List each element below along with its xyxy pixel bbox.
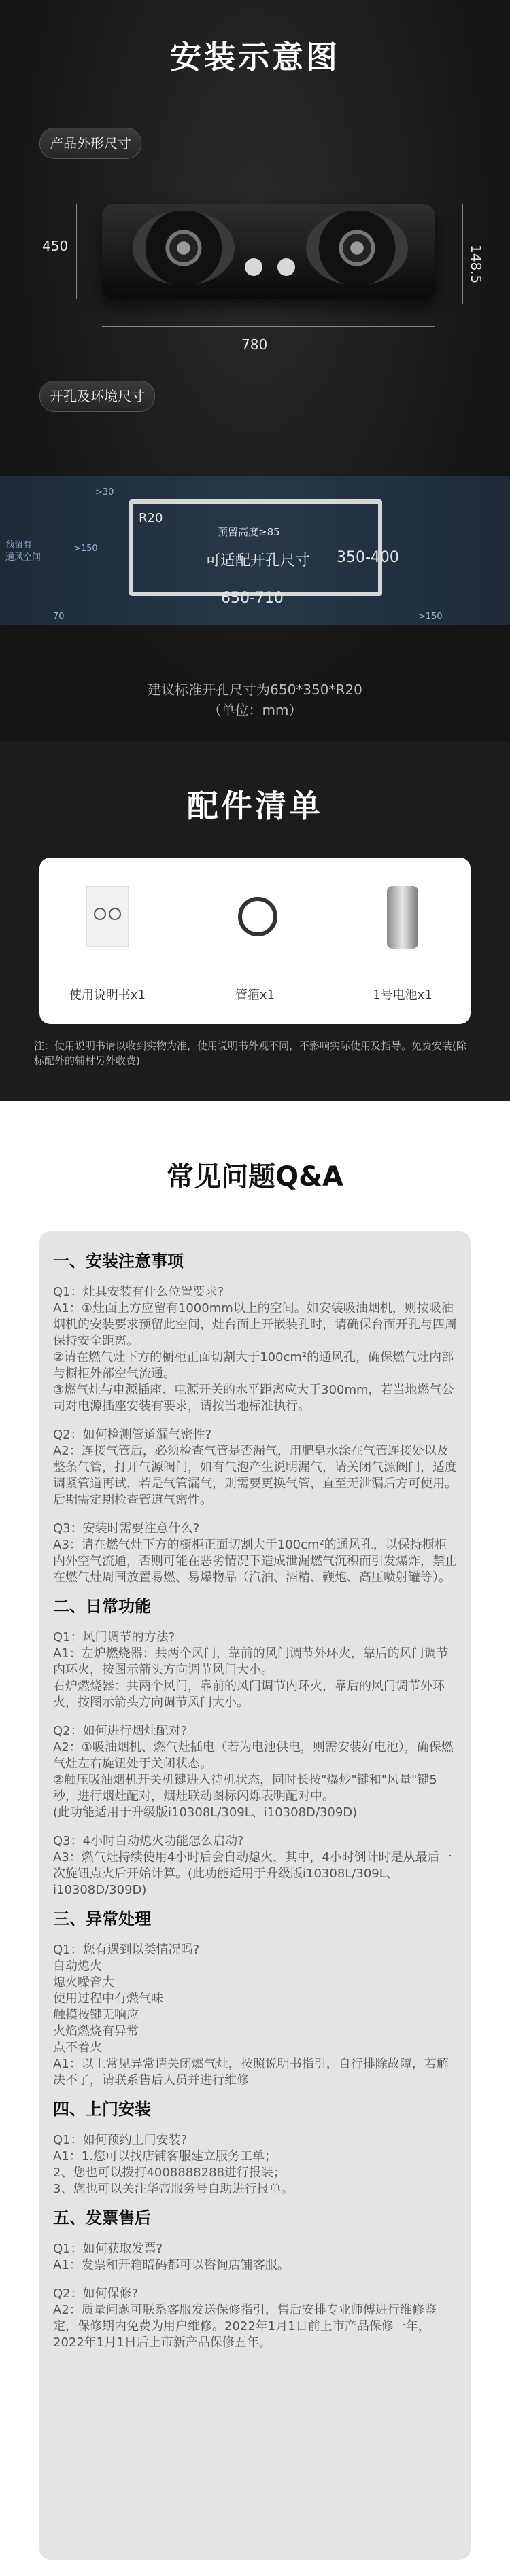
cut-left-mid: >150 xyxy=(73,544,98,554)
faq-item: Q2：如何保修? A2：质量问题可联系客服发送保修指引，售后安排专业师傅进行维修鉴定，保修期内免费为用户维修。2022年1月1日前上市产品保修一年，2022年1月1日后上市新产品保修五年。 xyxy=(53,2287,437,2350)
manual-icon xyxy=(86,886,129,947)
product-size-chip: 产品外形尺寸 xyxy=(39,128,141,159)
faq-section-heading: 二、日常功能 xyxy=(53,1597,151,1616)
width-dim-line xyxy=(102,326,435,327)
cut-range-h: 350-400 xyxy=(337,549,399,566)
faq-section-heading: 四、上门安装 xyxy=(53,2100,151,2119)
faq-section-heading: 一、安装注意事项 xyxy=(53,1252,184,1271)
cutout-frame xyxy=(129,499,382,596)
faq-card xyxy=(39,1231,471,2560)
install-section xyxy=(0,0,510,741)
install-suggest: 建议标准开孔尺寸为650*350*R20 xyxy=(148,682,362,698)
cutout-chip: 开孔及环境尺寸 xyxy=(39,381,155,412)
stove-illustration xyxy=(102,204,435,299)
accessory-label: 使用说明书x1 xyxy=(69,988,146,1002)
cut-r20: R20 xyxy=(139,511,163,525)
accessories-note: 注：使用说明书请以收到实物为准，使用说明书外观不同，不影响实际使用及指导。免费安装(除标配外的辅材另外收费) xyxy=(34,1040,466,1067)
accessory-label: 1号电池x1 xyxy=(373,988,432,1002)
dim-height: 450 xyxy=(42,238,69,254)
faq-section-heading: 五、发票售后 xyxy=(53,2208,151,2227)
faq-item: Q2：如何检测管道漏气密性? A2：连接气管后，必须检查气管是否漏气，用肥皂水涂在气管连接处以及整条气管，打开气源阀门，如有气泡产生说明漏气，请关闭气源阀门，适度调紧管道再试，若是气管漏气，则需要更换气管，直至无泄漏后方可使用。后期需定期检查管道气密性。 xyxy=(53,1428,457,1507)
dim-depth: 148.5 xyxy=(468,245,484,284)
faq-title: 常见问题Q&A xyxy=(167,1161,343,1193)
hose-clamp-icon xyxy=(231,890,279,938)
faq-item: Q1：如何获取发票? A1：发票和开箱暗码都可以咨询店铺客服。 xyxy=(53,2242,290,2272)
install-unit: （单位：mm） xyxy=(207,702,303,718)
faq-item: Q1：风门调节的方法? A1：左炉燃烧器：共两个风门，靠前的风门调节外环火，靠后的风门调节内环火，按图示箭头方向调节风门大小。 右炉燃烧器：共两个风门，靠前的风门调节内环火，靠后的风门调节外环火，按图示箭头方向调节风门大小。 xyxy=(53,1630,449,1710)
faq-item: Q3：4小时自动熄火功能怎么启动? A3：燃气灶持续使用4小时后会自动熄火，其中，4小时倒计时是从最后一次旋钮点火后开始计算。(此功能适用于升级版i10308L/309L、i10308D/309D) xyxy=(53,1834,452,1897)
cut-range-w: 650-710 xyxy=(221,590,284,607)
battery-icon xyxy=(387,886,418,949)
right-burner-icon xyxy=(306,211,408,285)
install-title: 安装示意图 xyxy=(170,39,340,75)
cut-open-hole: 可适配开孔尺寸 xyxy=(205,552,311,569)
right-knob-icon xyxy=(277,258,295,276)
faq-item: Q3：安装时需要注意什么? A3：请在燃气灶下方的橱柜正面切割大于100cm²的通风孔，以保持橱柜内外空气流通，否则可能在恶劣情况下造成泄漏燃气沉积而引发爆炸，禁止在燃气灶周围放置易燃、易爆物品（汽油、酒精、鞭炮、高压喷射罐等）。 xyxy=(53,1521,457,1585)
faq-item: Q1：如何预约上门安装? A1：1.您可以找店铺客服建立服务工单； 2、您也可以拨打4008888288进行报装； 3、您也可以关注华帝服务号自助进行报单。 xyxy=(53,2133,294,2196)
cut-reserve: 预留高度≥85 xyxy=(218,526,280,538)
cut-left-bottom: 70 xyxy=(53,612,65,622)
accessories-card xyxy=(39,858,471,1024)
height-dim-line xyxy=(76,204,77,299)
left-burner-icon xyxy=(133,211,235,285)
accessory-manual xyxy=(39,858,175,1024)
faq-item: Q1：灶具安装有什么位置要求? A1：①灶面上方应留有1000mm以上的空间。如安装吸油烟机，则按吸油烟机的安装要求预留此空间，灶台面上开嵌装孔时，请确保台面开孔与四周保持安全距离。 ②请在燃气灶下方的橱柜正面切割大于100cm²的通风孔，确保燃气灶内部与橱柜外部空气流通。 ③燃气灶与电源插座、电源开关的水平距离应大于300mm，若当地燃气公司对电源插座安装有要求，请按当地标准执行。 xyxy=(53,1285,457,1413)
cut-left-top: >30 xyxy=(95,487,114,497)
cut-left-side: 预留有 通风空间 xyxy=(5,540,41,563)
depth-dim-line xyxy=(462,204,463,304)
left-knob-icon xyxy=(245,258,262,276)
accessory-battery xyxy=(335,858,471,1024)
accessories-title: 配件清单 xyxy=(187,788,323,824)
faq-item: Q1：您有遇到以类情况吗? 自动熄火 熄火噪音大 使用过程中有燃气味 触摸按键无响应 火焰燃烧有异常 点不着火 A1：以上常见异常请关闭燃气灶，按照说明书指引，自行排除故障，若解决不了，请联系售后人员并进行维修 xyxy=(53,1943,449,2087)
cut-right-bottom: >150 xyxy=(418,612,443,622)
faq-section-heading: 三、异常处理 xyxy=(53,1909,151,1928)
faq-item: Q2：如何进行烟灶配对? A2：①吸油烟机、燃气灶插电（若为电池供电，则需安装好电池），确保燃气灶左右旋钮处于关闭状态。 ②触压吸油烟机开关机键进入待机状态，同时长按"爆炒"键和"风量"键5秒，进行烟灶配对，烟灶联动图标闪烁表明配对中。 (此功能适用于升级版i10308L/309L、i10308D/309D) xyxy=(53,1724,454,1820)
accessory-hose-clamp xyxy=(187,858,323,1024)
dim-width: 780 xyxy=(241,336,268,353)
faq-content xyxy=(53,1243,457,2363)
accessory-label: 管箍x1 xyxy=(235,988,275,1002)
